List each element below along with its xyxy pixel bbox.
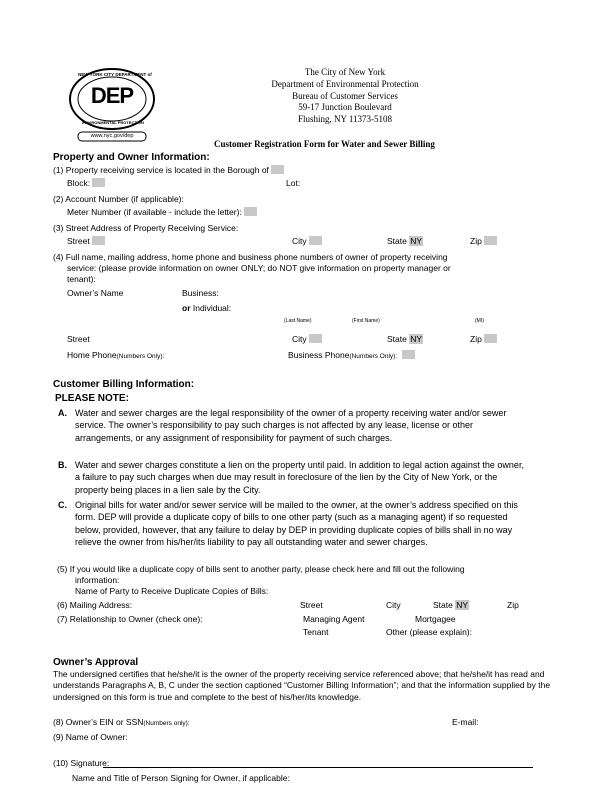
agency-line-5: Flushing, NY 11373-5108 <box>297 114 393 124</box>
borough-field[interactable] <box>271 165 284 174</box>
mi-caption: (MI) <box>475 318 484 324</box>
business-phone-label: Business Phone(Numbers Only): <box>288 350 415 360</box>
zip-label: Zip <box>470 236 497 246</box>
email-label: E-mail: <box>452 717 479 727</box>
item-8-label: (8) Owner’s EIN or SSN(Numbers only): <box>53 717 190 727</box>
item-3-label: (3) Street Address of Property Receiving Service: <box>53 223 239 233</box>
mail-street-label: Street <box>300 600 323 610</box>
agency-line-3: Bureau of Customer Services <box>292 91 398 101</box>
paragraph-b <box>58 459 528 496</box>
owner-state-select[interactable]: NY <box>410 334 423 344</box>
item-4-line-1: (4) Full name, mailing address, home phone and business phone numbers of owner of property receiving <box>53 252 448 262</box>
signature-line[interactable] <box>103 767 533 768</box>
item-11-partial: Name and Title of Person Signing for Owner, if applicable: <box>72 773 290 783</box>
logo-bottom-text: ENVIRONMENTAL PROTECTION <box>82 120 144 125</box>
owner-name-label: Owner’s Name <box>67 288 124 298</box>
last-name-caption: (Last Name) <box>284 318 312 324</box>
mail-city-label: City <box>386 600 401 610</box>
owner-city-label: City <box>292 334 322 344</box>
option-managing-agent[interactable]: Managing Agent <box>303 614 365 624</box>
paragraph-b-label: B. <box>58 460 67 470</box>
first-name-caption: (First Name) <box>352 318 380 324</box>
street-field[interactable] <box>92 236 105 245</box>
item-4-line-2: service: (please provide information on owner ONLY; do NOT give information on property manager or <box>67 263 451 273</box>
agency-line-1: The City of New York <box>304 67 386 77</box>
item-7-label: (7) Relationship to Owner (check one): <box>57 614 203 624</box>
street-label: Street <box>67 236 105 246</box>
paragraph-a-label: A. <box>58 408 67 418</box>
dep-logo <box>68 68 158 142</box>
block-field[interactable] <box>92 178 105 187</box>
state-select[interactable]: NY <box>410 236 423 246</box>
item-5-line-1: (5) If you would like a duplicate copy of bills sent to another party, please check here and fill out the following <box>57 564 465 574</box>
item-10-label: (10) Signature: <box>53 758 110 768</box>
billing-heading: Customer Billing Information: <box>53 379 195 390</box>
mail-state-label: State NY <box>433 600 469 610</box>
logo-center-text: DEP <box>90 83 134 108</box>
dup-name-label: Name of Party to Receive Duplicate Copies of Bills: <box>75 586 269 596</box>
item-4-line-3: tenant): <box>67 274 96 284</box>
lot-label: Lot: <box>286 178 301 188</box>
property-heading: Property and Owner Information: <box>53 152 210 163</box>
city-field[interactable] <box>309 236 322 245</box>
agency-line-2: Department of Environmental Protection <box>271 79 419 89</box>
business-phone-field[interactable] <box>402 350 415 359</box>
approval-text: The undersigned certifies that he/she/it is the owner of the property receiving service referenced above; that he/she/it has read and understands Paragraphs A, B, C under the section captioned “Customer Billing Information”; and that the information supplied by the undersigned on this form is true and complete to the best of his/her/its knowledge. <box>53 669 551 702</box>
owner-zip-label: Zip <box>470 334 497 344</box>
item-9-label: (9) Name of Owner: <box>53 732 128 742</box>
owner-zip-field[interactable] <box>484 334 497 343</box>
mail-zip-label: Zip <box>507 600 519 610</box>
owner-city-field[interactable] <box>309 334 322 343</box>
paragraph-a-text: Water and sewer charges are the legal responsibility of the owner of a property receiving water and/or sewer service. The owner’s responsibility to pay such charges is not affected by any lease, license or other arrangements, or any assignment of responsibility for payment of such charges. <box>75 408 507 443</box>
home-phone-label: Home Phone(Numbers Only): <box>67 350 165 360</box>
logo-top-text: NEW YORK CITY DEPARTMENT of <box>78 72 152 77</box>
item-2-label: (2) Account Number (if applicable): <box>53 194 184 204</box>
owner-state-label: State NY <box>387 334 423 344</box>
please-note: PLEASE NOTE: <box>55 393 129 404</box>
zip-field[interactable] <box>484 236 497 245</box>
meter-field[interactable] <box>244 207 257 216</box>
block-label: Block: <box>67 178 105 188</box>
owner-street-label: Street <box>67 334 90 344</box>
business-label: Business: <box>182 288 219 298</box>
paragraph-c-text: Original bills for water and/or sewer service will be mailed to the owner, at the owner’s address specified on this form. DEP will provide a duplicate copy of bills to one other party (such as a managing agent) if so requested below, provided, however, that any failure to delay by DEP in providing duplicate copies of bills shall in no way relieve the owner from his/her/its liability to pay all outstanding water and sewer charges. <box>75 500 518 547</box>
item-6-label: (6) Mailing Address: <box>57 600 133 610</box>
state-label: State NY <box>387 236 423 246</box>
option-other[interactable]: Other (please explain): <box>386 627 472 637</box>
item-5-line-2: information: <box>75 575 120 585</box>
meter-label: Meter Number (if available - include the letter): <box>67 207 257 217</box>
agency-line-4: 59-17 Junction Boulevard <box>298 102 392 112</box>
paragraph-a <box>58 407 528 444</box>
paragraph-b-text: Water and sewer charges constitute a lien on the property until paid. In addition to legal action against the owner, a failure to pay such charges when due may result in foreclosure of the lien by the City of New York, or the property being places in a lien sale by the City. <box>75 460 524 495</box>
item-1-label: (1) Property receiving service is located in the Borough of <box>53 165 284 175</box>
approval-heading: Owner’s Approval <box>53 657 139 668</box>
option-tenant[interactable]: Tenant <box>303 627 329 637</box>
mail-state-select[interactable]: NY <box>456 600 469 610</box>
logo-url: www.nyc.gov/dep <box>90 133 134 139</box>
paragraph-c-label: C. <box>58 500 67 510</box>
individual-label: or Individual: <box>182 303 232 313</box>
form-title: Customer Registration Form for Water and Sewer Billing <box>214 139 435 149</box>
city-label: City <box>292 236 322 246</box>
paragraph-c <box>58 499 528 548</box>
option-mortgagee[interactable]: Mortgagee <box>415 614 456 624</box>
